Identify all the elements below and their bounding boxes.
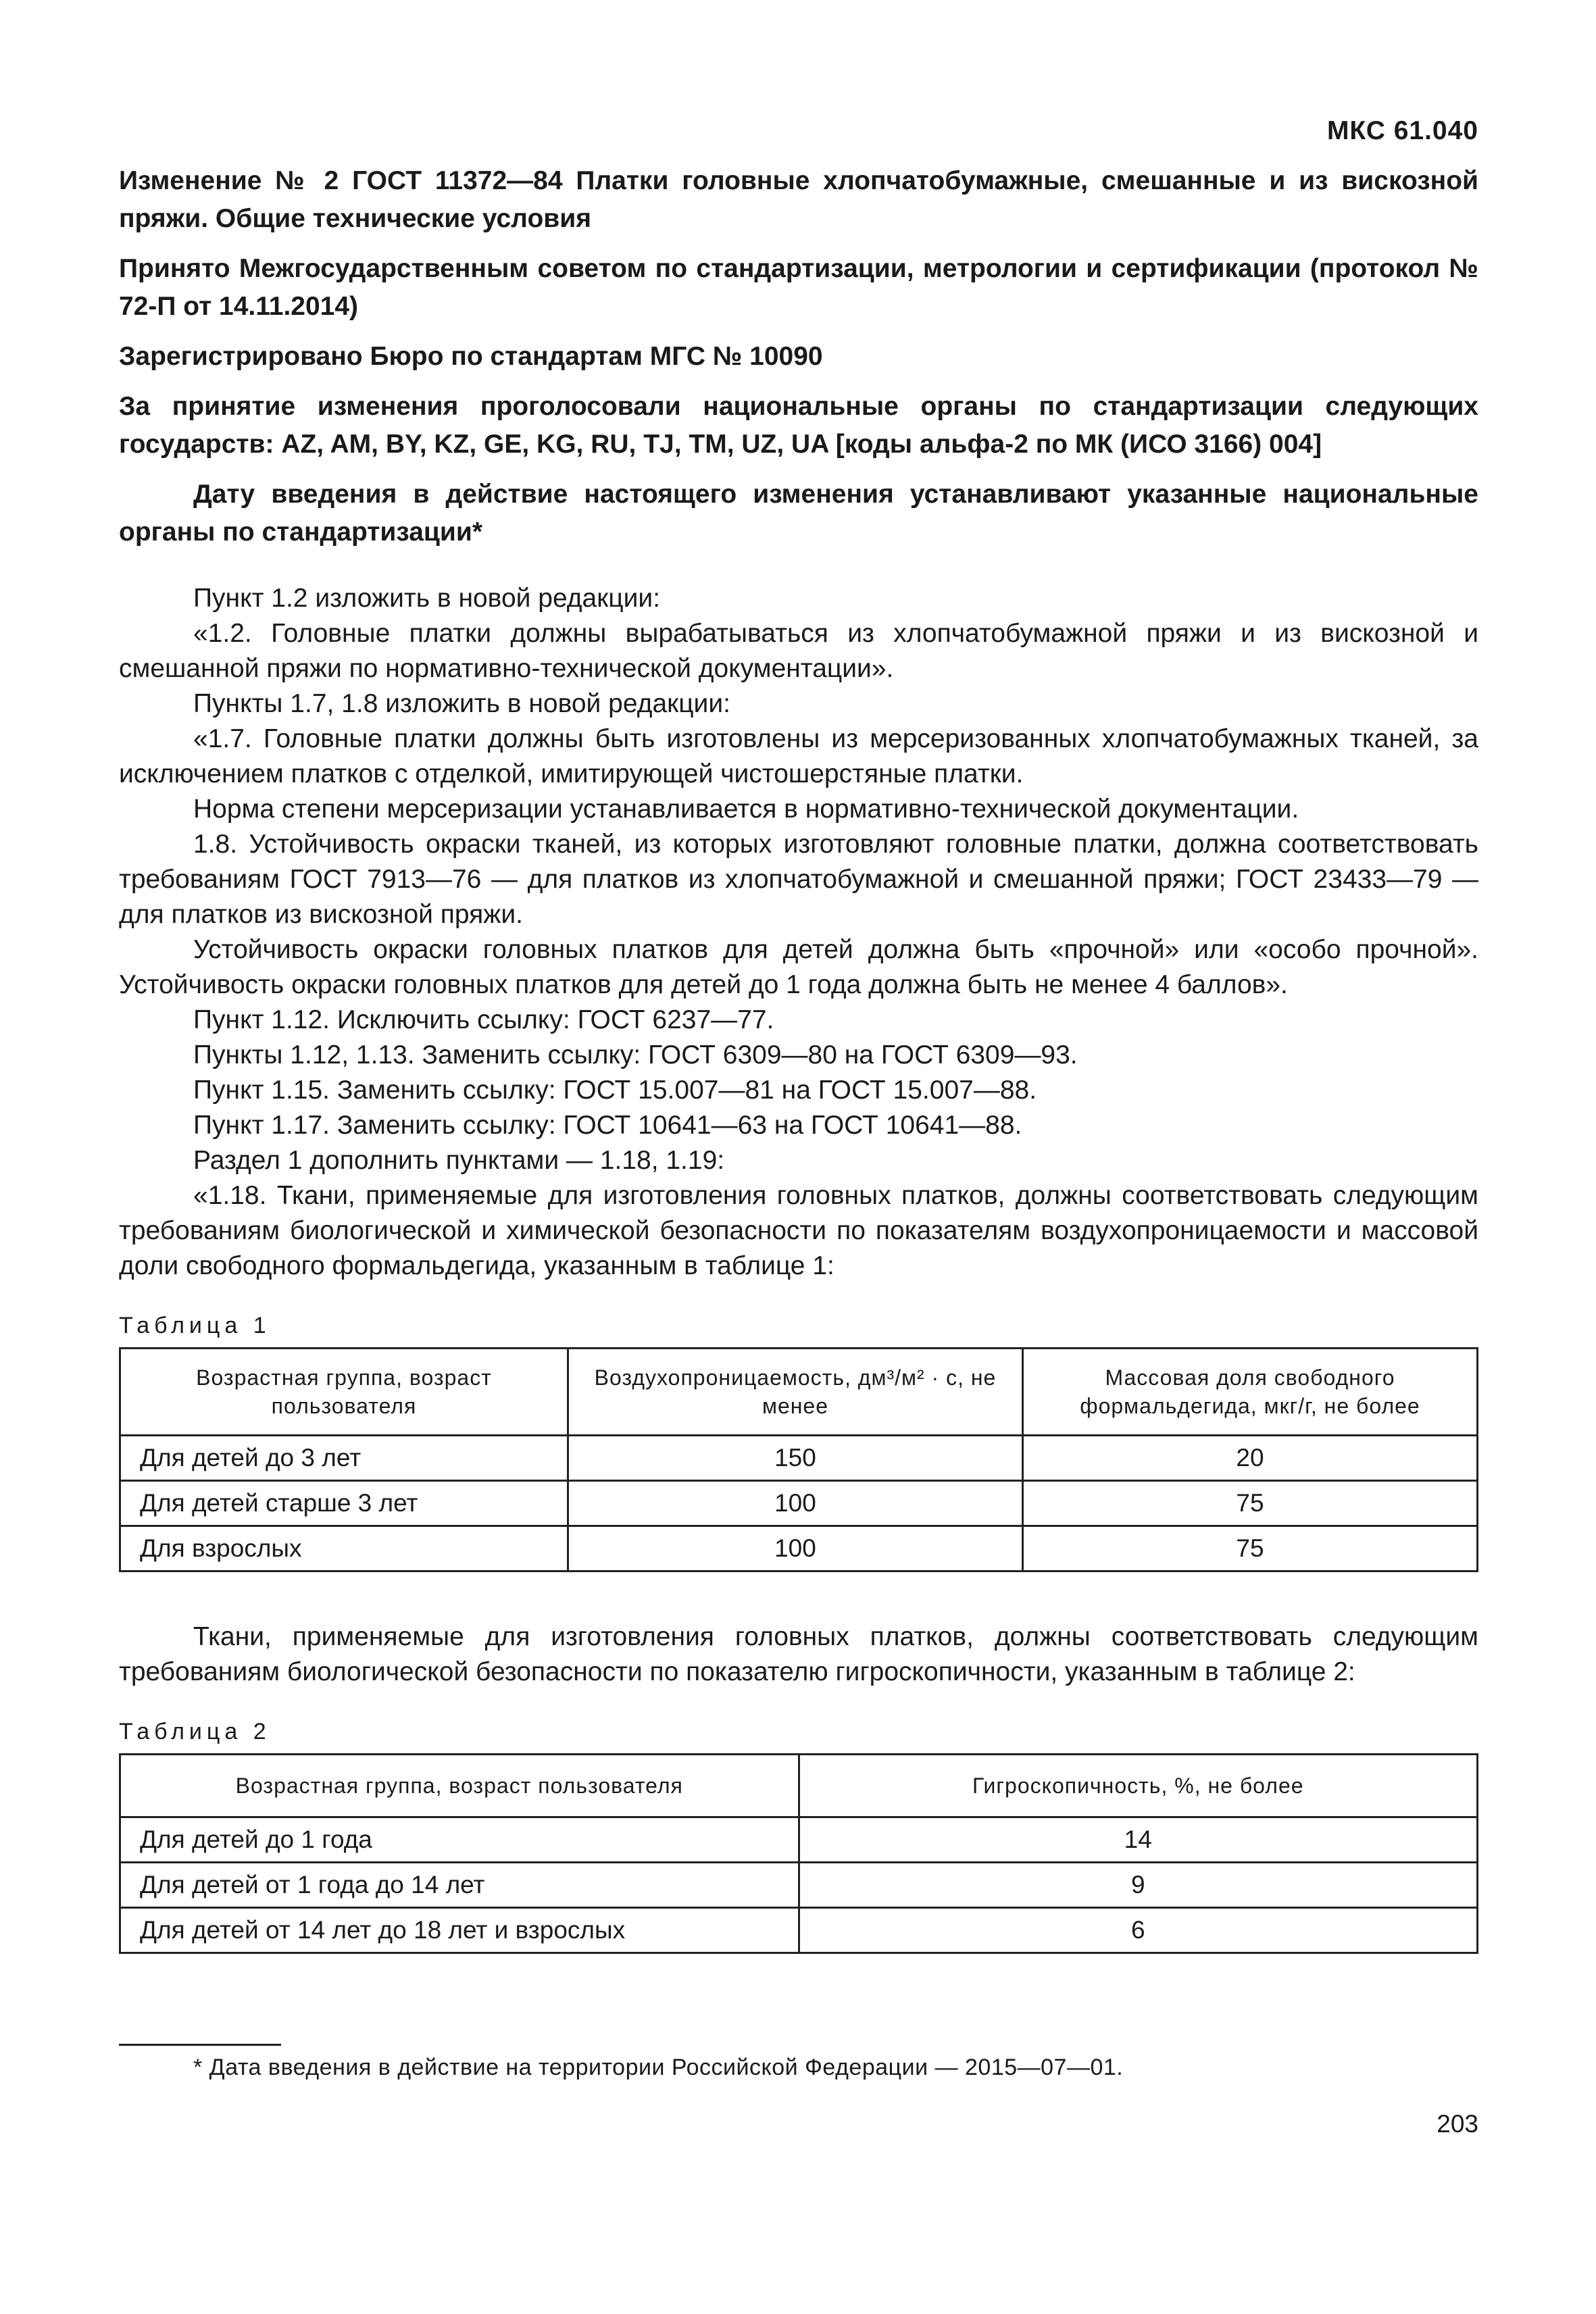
page-number: 203 xyxy=(1437,2110,1478,2138)
table-cell: Для детей от 1 года до 14 лет xyxy=(120,1863,799,1908)
table-header-row xyxy=(120,1349,1478,1436)
table-cell: Для взрослых xyxy=(120,1526,568,1571)
table-row xyxy=(120,1908,1478,1953)
adoption-note: Принято Межгосударственным советом по стандартизации, метрологии и сертификации (протокол № 72-П от 14.11.2014) xyxy=(119,254,1478,321)
paragraph: Пункт 1.17. Заменить ссылку: ГОСТ 10641—63 на ГОСТ 10641—88. xyxy=(193,1111,1022,1140)
column-header: Воздухопроницаемость, дм³/м² · с, не менее xyxy=(568,1349,1022,1436)
table1-caption: Таблица 1 xyxy=(119,1313,271,1338)
column-header: Гигроскопичность, %, не более xyxy=(799,1755,1478,1817)
registration-note: Зарегистрировано Бюро по стандартам МГС № 10090 xyxy=(119,342,823,371)
table-cell: 150 xyxy=(568,1436,1022,1481)
paragraph: «1.18. Ткани, применяемые для изготовления головных платков, должны соответствовать следующим требованиям биологической и химической безопасности по показателям воздухопроницаемости и массовой доли свободного формальдегида, указанным в таблице 1: xyxy=(119,1181,1478,1280)
table-row xyxy=(120,1863,1478,1908)
classification-code: МКС 61.040 xyxy=(1326,116,1478,145)
column-header: Возрастная группа, возраст пользователя xyxy=(120,1755,799,1817)
paragraph: Пункты 1.7, 1.8 изложить в новой редакции: xyxy=(193,689,730,718)
effective-date-note: Дату введения в действие настоящего изменения устанавливают указанные национальные органы по стандартизации* xyxy=(119,480,1478,547)
amendment-body xyxy=(119,581,1478,1284)
paragraph: «1.2. Головные платки должны вырабатываться из хлопчатобумажной пряжи и из вискозной и смешанной пряжи по нормативно-технической документации». xyxy=(119,619,1478,683)
table-cell: Для детей старше 3 лет xyxy=(120,1481,568,1526)
paragraph: Устойчивость окраски головных платков для детей должна быть «прочной» или «особо прочной». Устойчивость окраски головных платков для детей до 1 года должна быть не менее 4 баллов». xyxy=(119,935,1478,999)
table-cell: 75 xyxy=(1022,1526,1477,1571)
footnote: * Дата введения в действие на территории Российской Федерации — 2015—07—01. xyxy=(193,2055,1124,2080)
paragraph: 1.8. Устойчивость окраски тканей, из которых изготовляют головные платки, должна соответствовать требованиям ГОСТ 7913—76 — для платков из хлопчатобумажной и смешанной пряжи; ГОСТ 23433—79 — для платков из вискозной пряжи. xyxy=(119,830,1478,929)
voting-note: За принятие изменения проголосовали национальные органы по стандартизации следующих государств: AZ, AM, BY, KZ, GE, KG, RU, TJ, TM, UZ, UA [коды альфа-2 по МК (ИСО 3166) 004] xyxy=(119,392,1478,459)
table-row xyxy=(120,1481,1478,1526)
column-header: Массовая доля свободного формальдегида, мкг/г, не более xyxy=(1022,1349,1477,1436)
paragraph: Пункты 1.12, 1.13. Заменить ссылку: ГОСТ 6309—80 на ГОСТ 6309—93. xyxy=(193,1040,1078,1070)
document-page xyxy=(119,115,1478,1954)
table-cell: 20 xyxy=(1022,1436,1477,1481)
table-cell: 14 xyxy=(799,1817,1478,1863)
table-cell: Для детей до 3 лет xyxy=(120,1436,568,1481)
table-cell: 100 xyxy=(568,1481,1022,1526)
paragraph: Норма степени мерсеризации устанавливается в нормативно-технической документации. xyxy=(193,795,1299,824)
paragraph: Пункт 1.12. Исключить ссылку: ГОСТ 6237—77. xyxy=(193,1005,774,1034)
footnote-divider xyxy=(119,2044,281,2046)
table-row xyxy=(120,1436,1478,1481)
table-cell: 100 xyxy=(568,1526,1022,1571)
table-cell: Для детей от 14 лет до 18 лет и взрослых xyxy=(120,1908,799,1953)
table-row xyxy=(120,1817,1478,1863)
paragraph: Раздел 1 дополнить пунктами — 1.18, 1.19: xyxy=(193,1146,725,1175)
column-header: Возрастная группа, возраст пользователя xyxy=(120,1349,568,1436)
paragraph: Пункт 1.15. Заменить ссылку: ГОСТ 15.007—81 на ГОСТ 15.007—88. xyxy=(193,1076,1037,1105)
table-cell: Для детей до 1 года xyxy=(120,1817,799,1863)
paragraph: «1.7. Головные платки должны быть изготовлены из мерсеризованных хлопчатобумажных тканей, за исключением платков с отделкой, имитирующей чистошерстяные платки. xyxy=(119,724,1478,788)
table1 xyxy=(119,1347,1478,1572)
paragraph: Пункт 1.2 изложить в новой редакции: xyxy=(193,584,661,613)
paragraph: Ткани, применяемые для изготовления головных платков, должны соответствовать следующим требованиям биологической безопасности по показателю гигроскопичности, указанным в таблице 2: xyxy=(119,1622,1478,1686)
table-cell: 75 xyxy=(1022,1481,1477,1526)
table2-caption: Таблица 2 xyxy=(119,1719,271,1744)
table2 xyxy=(119,1753,1478,1954)
table-header-row xyxy=(120,1755,1478,1817)
table-cell: 6 xyxy=(799,1908,1478,1953)
amendment-title: Изменение № 2 ГОСТ 11372—84 Платки головные хлопчатобумажные, смешанные и из вискозной пряжи. Общие технические условия xyxy=(119,166,1478,233)
table-cell: 9 xyxy=(799,1863,1478,1908)
table-row xyxy=(120,1526,1478,1571)
